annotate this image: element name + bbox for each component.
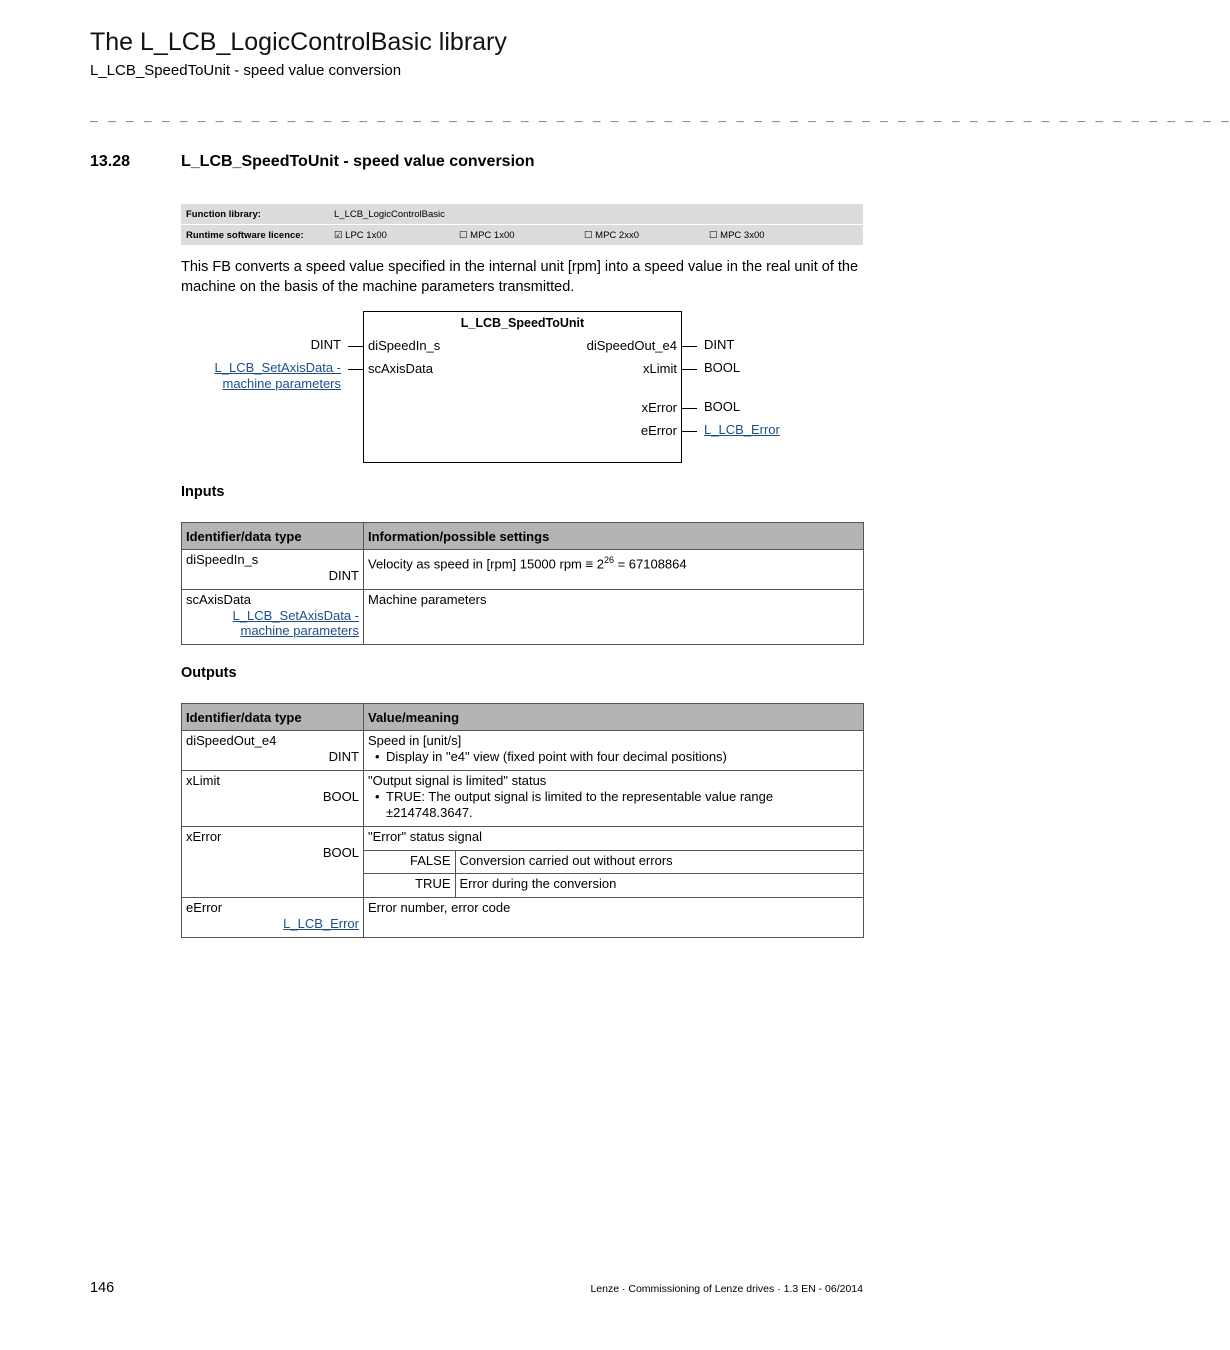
lcb-error-link[interactable]: L_LCB_Error	[283, 915, 359, 931]
machine-parameters-link[interactable]: machine parameters	[240, 623, 359, 638]
input-pin-scaxisdata: scAxisData	[368, 361, 434, 376]
setaxisdata-link[interactable]: L_LCB_SetAxisData -	[232, 608, 359, 623]
unchecked-box-icon: ☐	[584, 230, 593, 241]
table-row	[182, 897, 864, 937]
value-text: Error number, error code	[364, 897, 864, 937]
value-false: FALSE	[364, 851, 455, 874]
table-row	[182, 731, 864, 771]
data-type: BOOL	[322, 845, 359, 860]
document-title: The L_LCB_LogicControlBasic library	[90, 28, 507, 56]
subtable-row	[364, 851, 863, 874]
value-meaning: Error during the conversion	[455, 874, 863, 897]
licence-mpc1x00: ☐ MPC 1x00	[459, 230, 515, 241]
unchecked-box-icon: ☐	[709, 230, 718, 241]
info-cell: Machine parameters	[364, 590, 864, 645]
function-library-bar	[181, 204, 863, 224]
page-number: 146	[90, 1280, 115, 1296]
table-row	[182, 550, 864, 590]
value-text: "Output signal is limited" status	[368, 773, 547, 788]
outputs-heading: Outputs	[181, 665, 237, 681]
input-link-machine-parameters[interactable]: machine parameters	[222, 376, 341, 391]
licence-mpc3x00: ☐ MPC 3x00	[709, 230, 765, 241]
output-wire	[682, 431, 697, 432]
identifier: xError	[186, 829, 222, 844]
inputs-table	[181, 522, 864, 645]
identifier: diSpeedOut_e4	[186, 733, 277, 748]
identifier: eError	[186, 899, 223, 915]
bullet-item: • TRUE: The output signal is limited to the representable value range ±214748.3647.	[368, 789, 859, 821]
section-number: 13.28	[90, 153, 131, 170]
output-type-bool: BOOL	[704, 360, 741, 375]
licence-label: Runtime software licence:	[186, 230, 304, 241]
table-header-row	[182, 523, 864, 550]
licence-bar	[181, 225, 863, 245]
table-header-row	[182, 704, 864, 731]
output-link-lcb-error[interactable]: L_LCB_Error	[704, 422, 780, 437]
output-wire	[682, 346, 697, 347]
output-wire	[682, 369, 697, 370]
footer-text: Lenze · Commissioning of Lenze drives · 1.3 EN - 06/2014	[590, 1283, 863, 1295]
output-pin-dispeedout-e4: diSpeedOut_e4	[586, 338, 677, 353]
function-block-name: L_LCB_SpeedToUnit	[460, 316, 585, 330]
input-type-dint: DINT	[310, 337, 341, 352]
table-row	[182, 827, 864, 898]
unchecked-box-icon: ☐	[459, 230, 468, 241]
header-dashed-rule: _ _ _ _ _ _ _ _ _ _ _ _ _ _ _ _ _ _ _ _ _ _ _ _ _ _ _ _ _ _ _ _ _ _ _ _ _ _ _ _ _ _ _ _ _ _ _ _ _ _ _ _ _ _ _ _ _ _ _ _ _ _ _ _	[90, 108, 1230, 123]
column-header: Identifier/data type	[182, 523, 364, 550]
bullet-item: • Display in "e4" view (fixed point with four decimal positions)	[368, 749, 859, 765]
column-header: Value/meaning	[364, 704, 864, 731]
value-meaning: Conversion carried out without errors	[455, 851, 863, 874]
table-row	[182, 771, 864, 827]
value-text: Speed in [unit/s]	[368, 733, 462, 748]
output-pin-xlimit: xLimit	[643, 361, 677, 376]
value-subtable	[364, 850, 863, 897]
identifier: diSpeedIn_s	[186, 552, 259, 567]
output-type-bool: BOOL	[704, 399, 741, 414]
column-header: Information/possible settings	[364, 523, 864, 550]
identifier: scAxisData	[186, 592, 252, 607]
output-type-dint: DINT	[704, 337, 735, 352]
output-wire	[682, 408, 697, 409]
input-link-setaxisdata[interactable]: L_LCB_SetAxisData -	[214, 360, 341, 375]
checked-box-icon: ☑	[334, 230, 343, 241]
info-cell: Velocity as speed in [rpm] 15000 rpm ≡ $2^{26} = 67108864$	[364, 550, 864, 590]
output-pin-xerror: xError	[641, 400, 677, 415]
input-wire	[348, 369, 363, 370]
value-true: TRUE	[364, 874, 455, 897]
column-header: Identifier/data type	[182, 704, 364, 731]
subtable-row	[364, 874, 863, 897]
output-pin-eerror: eError	[640, 423, 677, 438]
section-title: L_LCB_SpeedToUnit - speed value conversion	[181, 153, 535, 170]
identifier: xLimit	[186, 773, 220, 788]
document-subtitle: L_LCB_SpeedToUnit - speed value conversion	[90, 62, 402, 79]
function-library-label: Function library:	[186, 209, 261, 220]
data-type: BOOL	[322, 789, 359, 804]
value-text: "Error" status signal	[368, 829, 482, 844]
licence-lpc1x00: ☑ LPC 1x00	[334, 230, 387, 241]
data-type: DINT	[328, 749, 359, 764]
outputs-table	[181, 703, 864, 938]
function-block-box	[363, 311, 682, 463]
table-row	[182, 590, 864, 645]
input-wire	[348, 346, 363, 347]
intro-paragraph: This FB converts a speed value specified in the internal unit [rpm] into a speed value in the real unit of the machine on the basis of the machine parameters transmitted.	[181, 259, 859, 295]
data-type: DINT	[328, 568, 359, 583]
input-pin-dispeedin-s: diSpeedIn_s	[368, 338, 441, 353]
licence-mpc2xx0: ☐ MPC 2xx0	[584, 230, 639, 241]
inputs-heading: Inputs	[181, 484, 225, 500]
function-library-value: L_LCB_LogicControlBasic	[334, 209, 445, 220]
